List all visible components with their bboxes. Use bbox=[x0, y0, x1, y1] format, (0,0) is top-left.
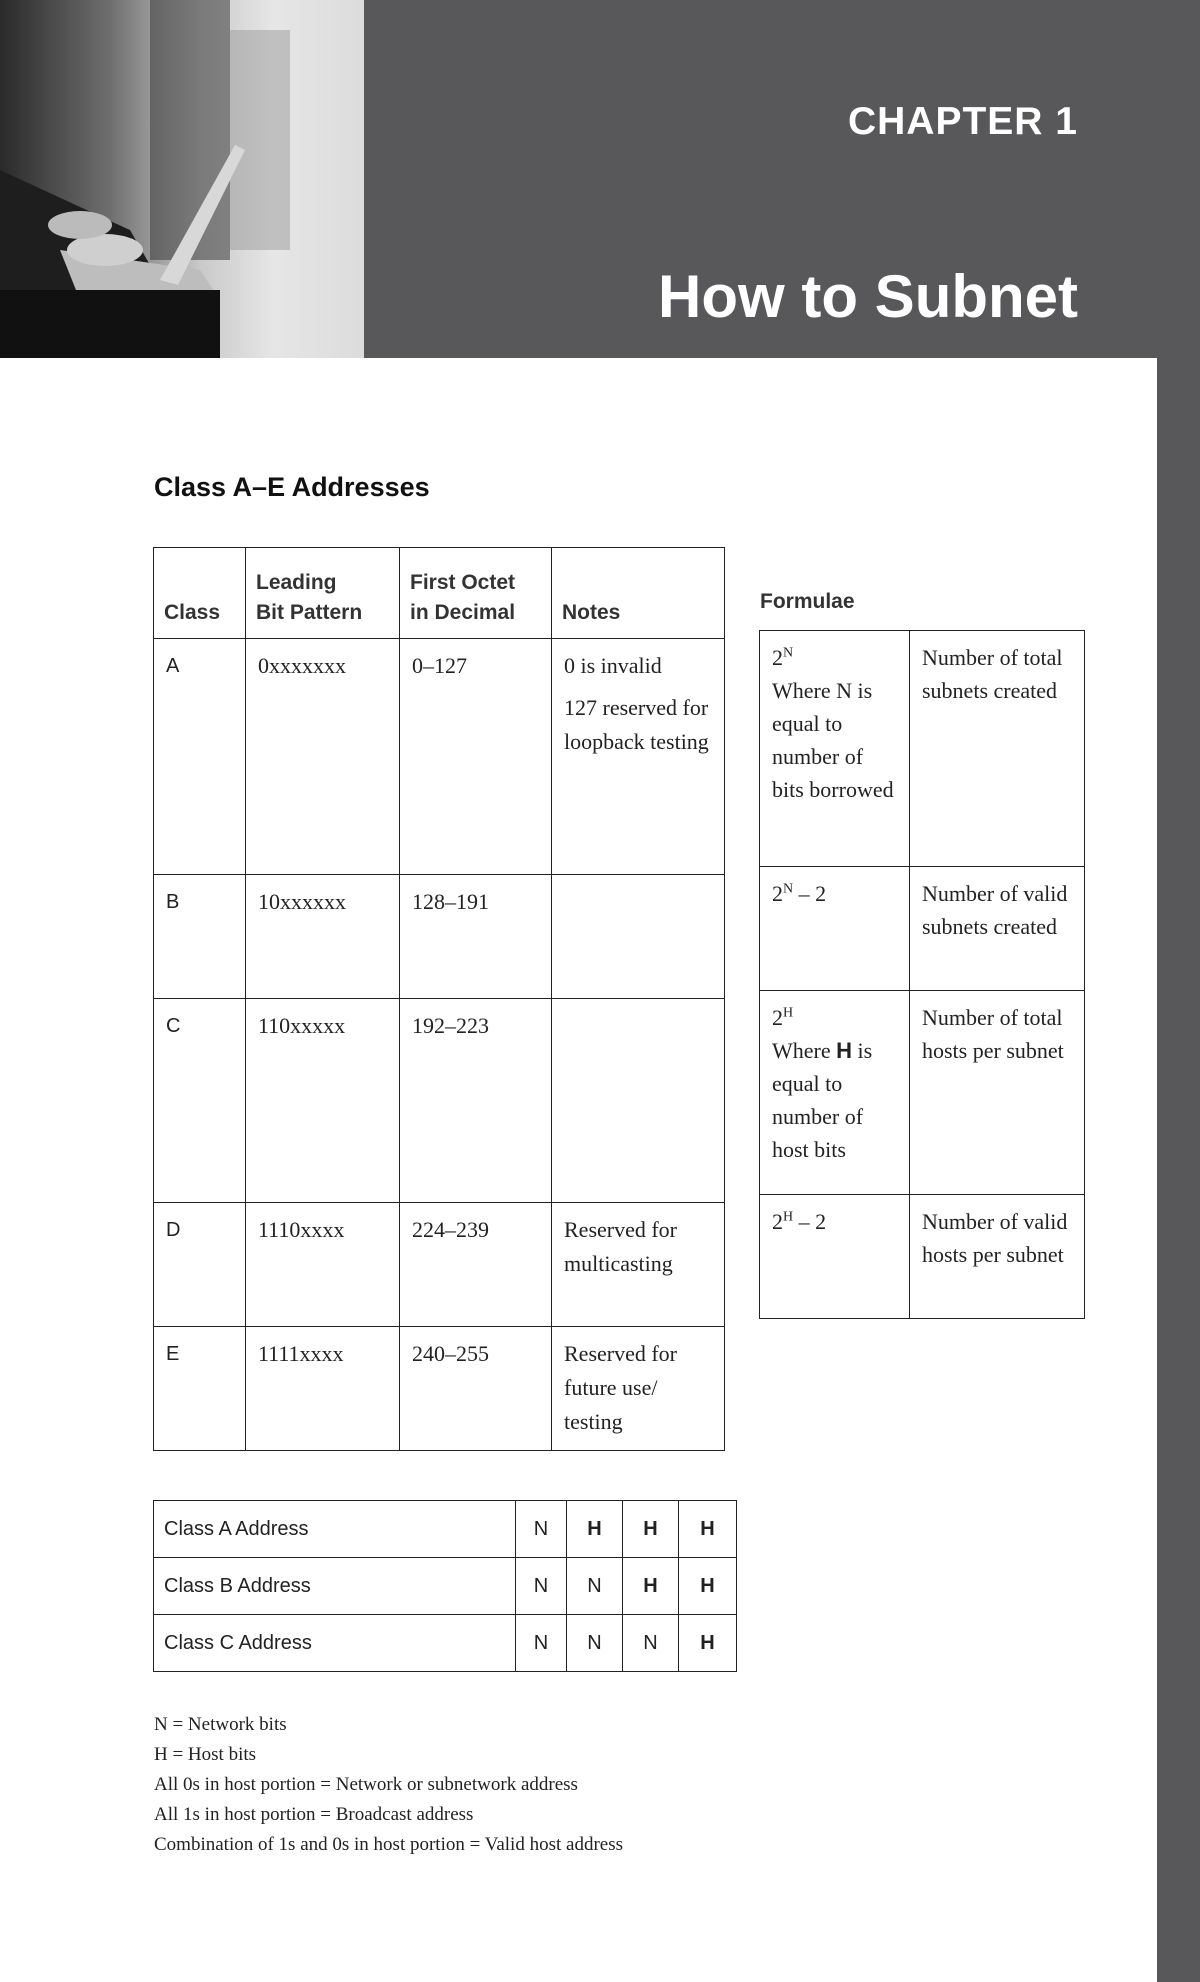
notes-cell: 0 is invalid 127 reserved for loopback testing bbox=[552, 639, 725, 875]
formula-description: Number of total subnets created bbox=[910, 631, 1085, 867]
leading-bit-header: Leading Bit Pattern bbox=[246, 548, 400, 639]
table-header-row bbox=[154, 548, 725, 639]
formulae-table bbox=[759, 630, 1085, 1319]
class-cell: B bbox=[154, 875, 246, 999]
first-octet-header: First Octet in Decimal bbox=[400, 548, 552, 639]
legend-line: All 0s in host portion = Network or subnetwork address bbox=[154, 1774, 578, 1795]
pattern-cell: 1111xxxx bbox=[246, 1327, 400, 1451]
formula-description: Number of valid subnets created bbox=[910, 867, 1085, 991]
address-class-table bbox=[153, 547, 725, 1451]
legend-line: H = Host bits bbox=[154, 1744, 257, 1765]
octet-bit: H bbox=[623, 1501, 679, 1558]
range-cell: 128–191 bbox=[400, 875, 552, 999]
address-class-label: Class A Address bbox=[154, 1501, 516, 1558]
octet-bit: H bbox=[679, 1615, 737, 1672]
bit-row bbox=[154, 1501, 737, 1558]
bit-row bbox=[154, 1558, 737, 1615]
notes-cell bbox=[552, 875, 725, 999]
bit-row bbox=[154, 1615, 737, 1672]
class-cell: D bbox=[154, 1203, 246, 1327]
range-cell: 192–223 bbox=[400, 999, 552, 1203]
legend-line: All 1s in host portion = Broadcast address bbox=[154, 1804, 474, 1825]
address-class-label: Class B Address bbox=[154, 1558, 516, 1615]
class-cell: A bbox=[154, 639, 246, 875]
octet-bit: H bbox=[567, 1501, 623, 1558]
formula-row bbox=[760, 631, 1085, 867]
octet-bit: H bbox=[623, 1558, 679, 1615]
formula-cell: $2^N - 2$ bbox=[760, 867, 910, 991]
chapter-label: CHAPTER 1 bbox=[847, 100, 1078, 143]
legend bbox=[154, 1710, 623, 1860]
chapter-title: How to Subnet bbox=[658, 263, 1078, 330]
notes-cell bbox=[552, 999, 725, 1203]
range-cell: 224–239 bbox=[400, 1203, 552, 1327]
formula-cell: $2^N$ Where N is equal to number of bits borrowed bbox=[760, 631, 910, 867]
formulae-heading: Formulae bbox=[760, 590, 855, 613]
formula-description: Number of total hosts per subnet bbox=[910, 991, 1085, 1195]
table-row bbox=[154, 1327, 725, 1451]
section-heading: Class A–E Addresses bbox=[154, 472, 430, 502]
legend-line: N = Network bits bbox=[154, 1714, 287, 1735]
octet-bit: N bbox=[516, 1615, 567, 1672]
pattern-cell: 1110xxxx bbox=[246, 1203, 400, 1327]
chapter-banner bbox=[0, 0, 1200, 358]
range-cell: 0–127 bbox=[400, 639, 552, 875]
formula-cell: $2^H - 2$ bbox=[760, 1195, 910, 1319]
laptop-photo bbox=[0, 0, 364, 358]
octet-bit: N bbox=[567, 1615, 623, 1672]
octet-bit: N bbox=[623, 1615, 679, 1672]
legend-line: Combination of 1s and 0s in host portion = Valid host address bbox=[154, 1834, 623, 1855]
class-cell: E bbox=[154, 1327, 246, 1451]
formula-row bbox=[760, 867, 1085, 991]
octet-bit: H bbox=[679, 1558, 737, 1615]
formula-row bbox=[760, 991, 1085, 1195]
notes-header: Notes bbox=[552, 548, 725, 639]
pattern-cell: 0xxxxxxx bbox=[246, 639, 400, 875]
table-row bbox=[154, 875, 725, 999]
formula-cell: $2^H$ Where H is equal to number of host bits bbox=[760, 991, 910, 1195]
table-row bbox=[154, 999, 725, 1203]
pattern-cell: 10xxxxxx bbox=[246, 875, 400, 999]
class-cell: C bbox=[154, 999, 246, 1203]
notes-cell: Reserved for multicasting bbox=[552, 1203, 725, 1327]
class-header: Class bbox=[154, 548, 246, 639]
formula-row bbox=[760, 1195, 1085, 1319]
formula-description: Number of valid hosts per subnet bbox=[910, 1195, 1085, 1319]
page-edge-bar bbox=[1157, 358, 1200, 1982]
octet-bit: N bbox=[516, 1558, 567, 1615]
notes-cell: Reserved for future use/ testing bbox=[552, 1327, 725, 1451]
pattern-cell: 110xxxxx bbox=[246, 999, 400, 1203]
octet-bit: N bbox=[516, 1501, 567, 1558]
octet-bit: H bbox=[679, 1501, 737, 1558]
table-row bbox=[154, 639, 725, 875]
address-bits-table bbox=[153, 1500, 737, 1672]
address-class-label: Class C Address bbox=[154, 1615, 516, 1672]
range-cell: 240–255 bbox=[400, 1327, 552, 1451]
table-row bbox=[154, 1203, 725, 1327]
octet-bit: N bbox=[567, 1558, 623, 1615]
